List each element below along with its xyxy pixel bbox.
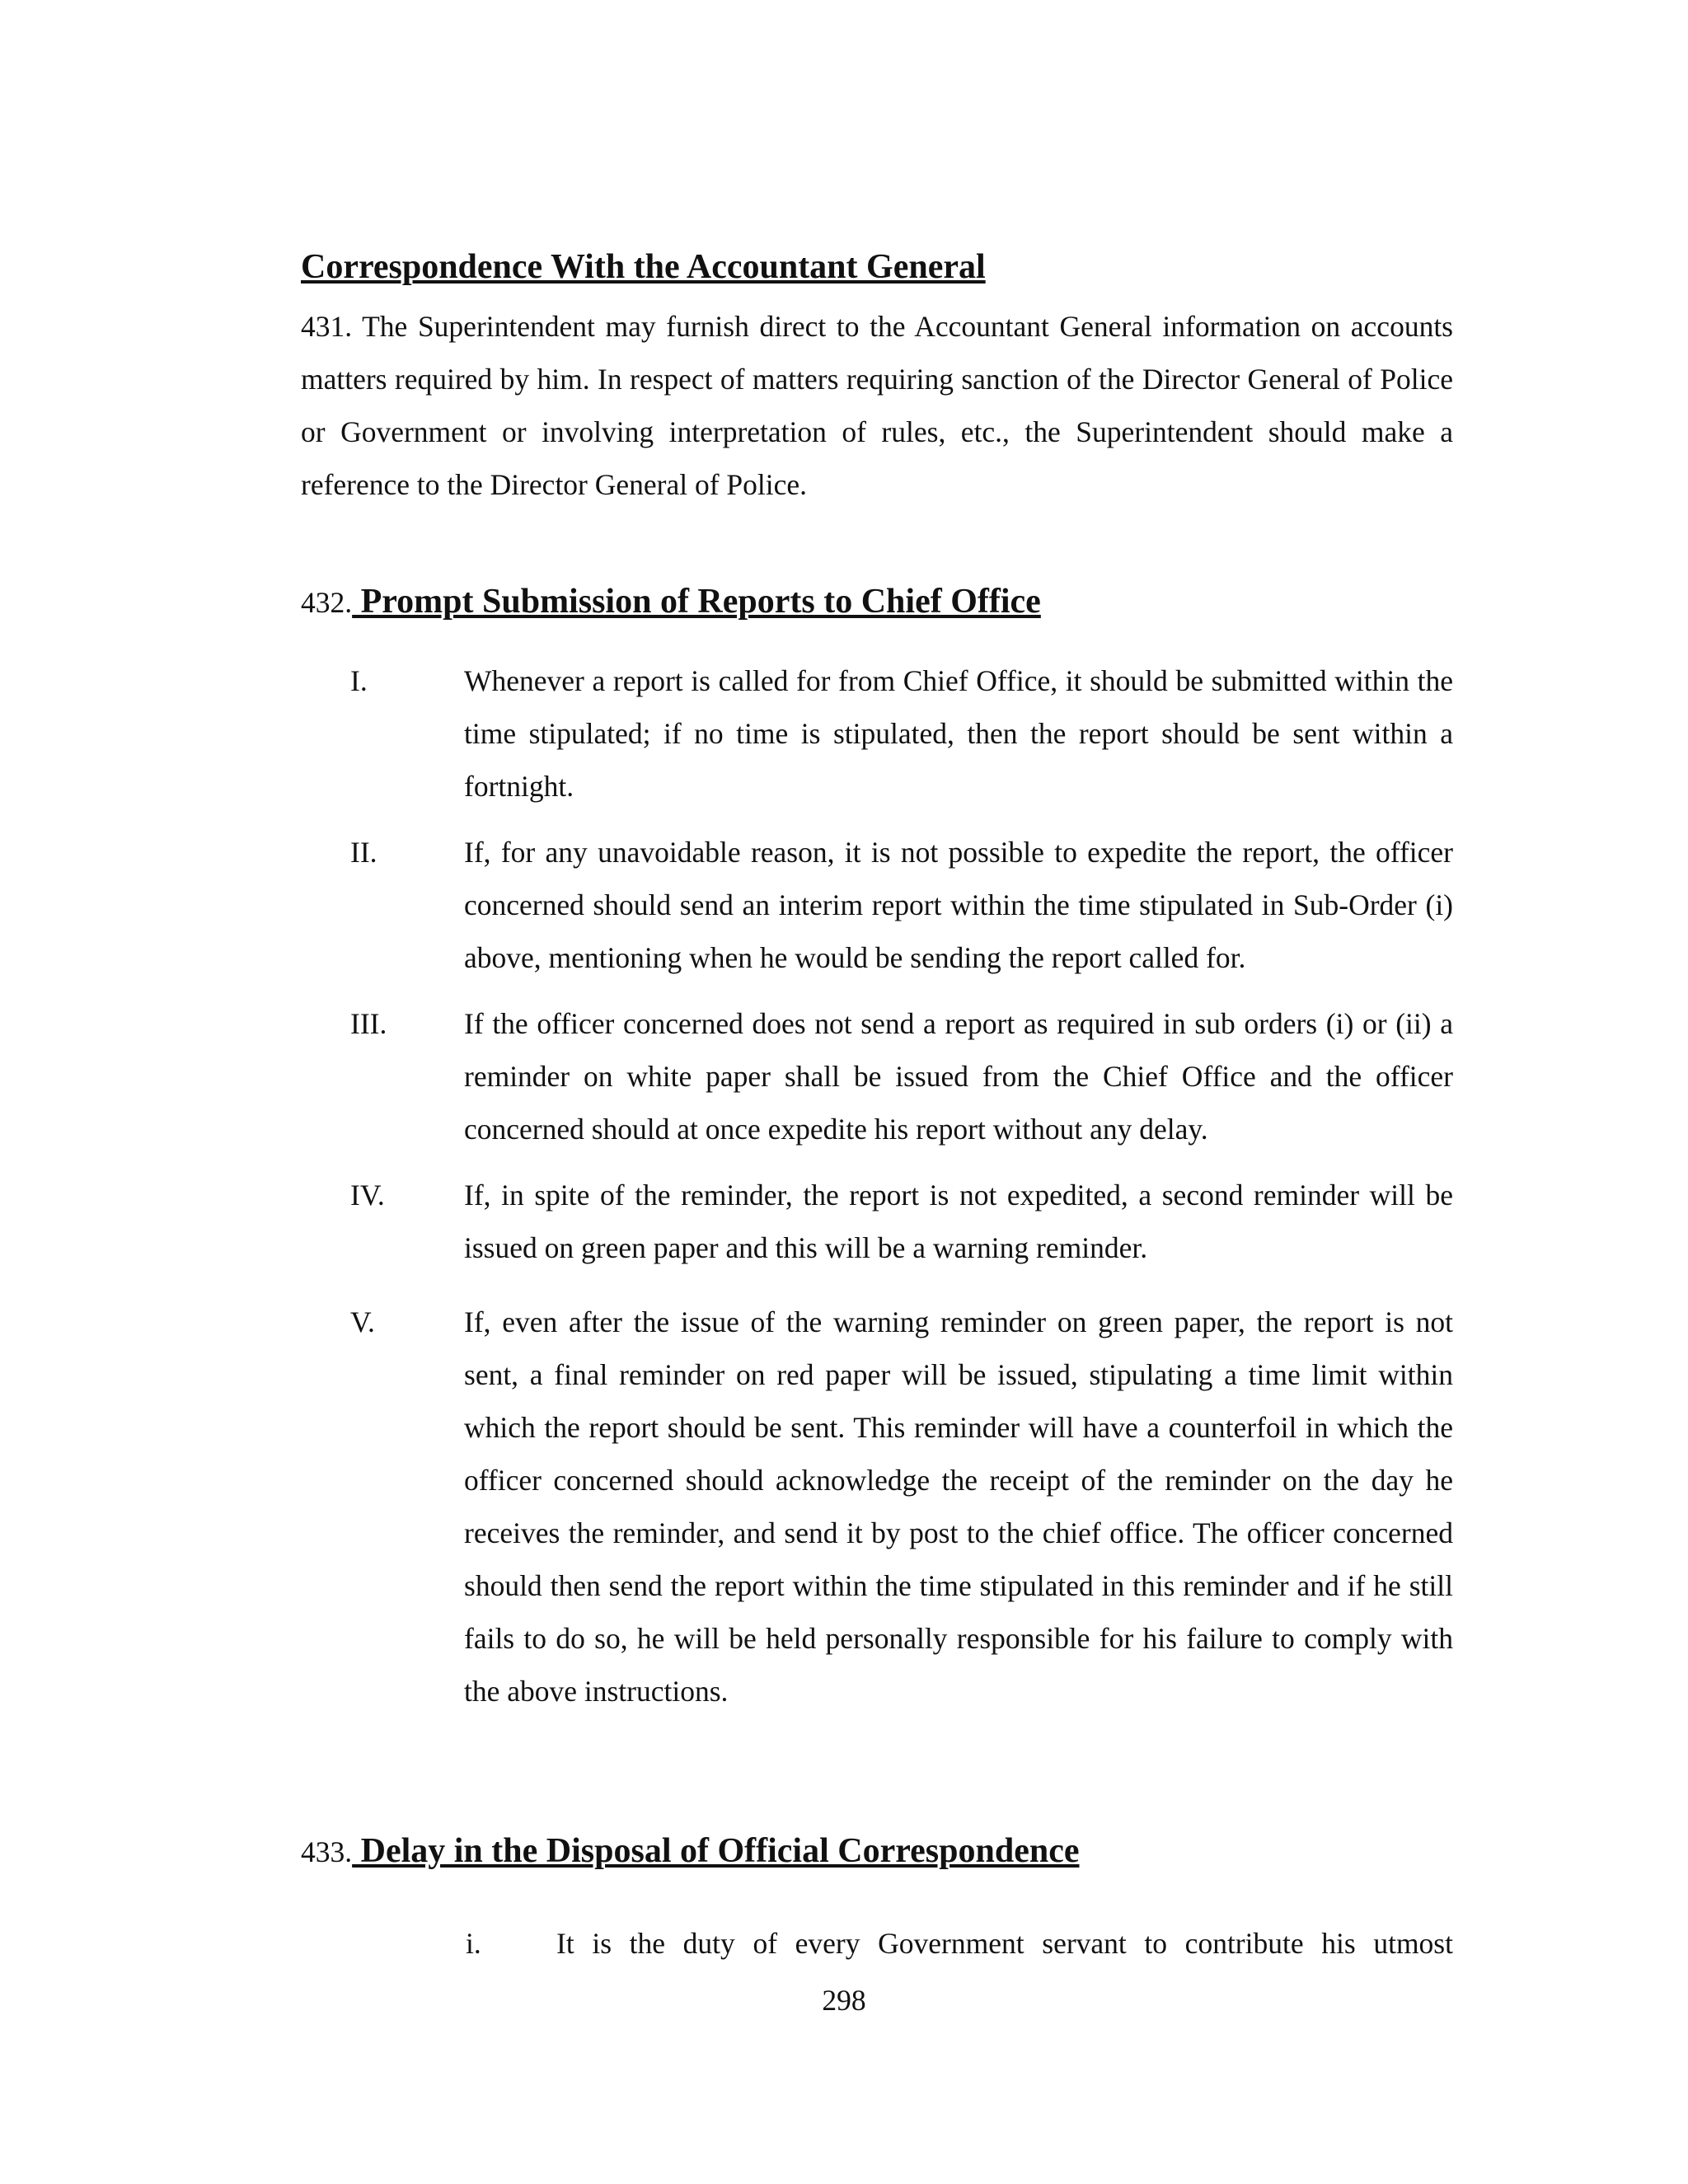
- section-433-heading: [301, 1826, 1453, 1877]
- list-marker: III.: [350, 1007, 387, 1040]
- section-433-number: 433.: [301, 1835, 353, 1868]
- list-item: [301, 654, 1453, 813]
- list-marker: I.: [350, 664, 368, 697]
- list-item: [301, 1917, 1453, 1970]
- list-marker: V.: [350, 1305, 375, 1338]
- page-number: 298: [822, 1984, 866, 2017]
- list-item: [301, 826, 1453, 984]
- list-item-text: Whenever a report is called for from Chief Office, it should be submitted within the time stipulated; if no time is stipulated, then the report should be sent within a fortnight.: [464, 664, 1453, 803]
- list-marker: II.: [350, 836, 377, 869]
- list-item: [301, 1169, 1453, 1274]
- list-item-text: If, even after the issue of the warning reminder on green paper, the report is not sent, a final reminder on red paper will be issued, stipulating a time limit within which the report should be sent. This reminder will have a counterfoil in which the officer concerned should acknowledge the receipt of the reminder on the day he receives the reminder, and send it by post to the chief office. The officer concerned should then send the report within the time stipulated in this reminder and if he still fails to do so, he will be held personally responsible for his failure to comply with the above instructions.: [464, 1305, 1453, 1708]
- list-item: [301, 1296, 1453, 1718]
- list-item-text: It is the duty of every Government servant to contribute his utmost: [556, 1927, 1453, 1960]
- list-marker: IV.: [350, 1179, 385, 1212]
- section-432-number: 432.: [301, 586, 353, 619]
- section-433-list: [301, 1917, 1453, 1970]
- list-item-text: If the officer concerned does not send a report as required in sub orders (i) or (ii) a reminder on white paper shall be issued from the Chief Office and the officer concerned should at once expedite his report without any delay.: [464, 1007, 1453, 1146]
- section-431-paragraph: 431. The Superintendent may furnish direct to the Accountant General information on accounts matters required by him. In respect of matters requiring sanction of the Director General of Police or Government or involving interpretation of rules, etc., the Superintendent should make a reference to the Director General of Police.: [301, 310, 1453, 501]
- section-432-title: Prompt Submission of Reports to Chief Office: [352, 583, 1041, 621]
- section-433-title: Delay in the Disposal of Official Correspondence: [352, 1832, 1080, 1870]
- list-item-text: If, for any unavoidable reason, it is not possible to expedite the report, the officer concerned should send an interim report within the time stipulated in Sub-Order (i) above, mentioning when he would be sending the report called for.: [464, 836, 1453, 974]
- list-marker: i.: [466, 1927, 481, 1960]
- list-item: [301, 997, 1453, 1155]
- section-432-list: [301, 654, 1453, 1718]
- section-432-heading: [301, 577, 1453, 627]
- list-item-text: If, in spite of the reminder, the report is not expedited, a second reminder will be issued on green paper and this will be a warning reminder.: [464, 1179, 1453, 1264]
- section-431-heading: Correspondence With the Accountant General: [301, 248, 986, 286]
